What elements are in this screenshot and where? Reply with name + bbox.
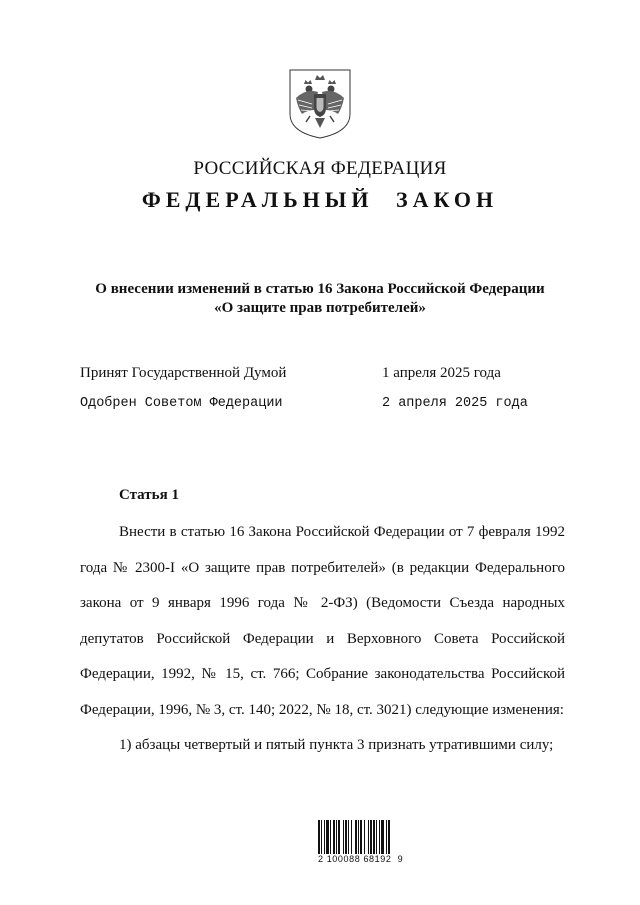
adoption-duma-label: Принят Государственной Думой xyxy=(80,365,287,381)
article-intro-paragraph: Внести в статью 16 Закона Российской Федерации от 7 февраля 1992 года № 2300-I «О защите прав потребителей» (в редакции Федерального закона от 9 января 1996 года № 2-ФЗ) (Ведомости Съезда народных депутатов Российской Федерации и Верховного Совета Российской Федерации, 1992, № 15, ст. 766; Собрание законодательства Российской Федерации, 1996, № 3, ст. 140; 2022, № 18, ст. 3021) следующие изменения: xyxy=(80,524,565,718)
article-item-1: 1) абзацы четвертый и пятый пункта 3 признать утратившими силу; xyxy=(119,737,554,753)
adoption-row-council xyxy=(80,396,560,416)
adoption-council-label: Одобрен Советом Федерации xyxy=(80,396,283,411)
coat-of-arms-icon xyxy=(288,68,352,140)
law-title-line-2: «О защите прав потребителей» xyxy=(214,300,426,316)
barcode-icon xyxy=(318,820,402,856)
country-name: РОССИЙСКАЯ ФЕДЕРАЦИЯ xyxy=(193,158,447,179)
article-body xyxy=(80,515,565,764)
law-title xyxy=(0,280,640,318)
article-heading: Статья 1 xyxy=(119,487,179,503)
law-title-line-1: О внесении изменений в статью 16 Закона Российской Федерации xyxy=(95,281,545,297)
barcode-number: 2 100088 68192 9 xyxy=(318,854,404,864)
adoption-duma-date: 1 апреля 2025 года xyxy=(382,365,501,381)
document-type: ФЕДЕРАЛЬНЫЙ ЗАКОН xyxy=(141,187,499,212)
adoption-council-date: 2 апреля 2025 года xyxy=(382,396,528,411)
adoption-row-duma xyxy=(80,365,560,385)
